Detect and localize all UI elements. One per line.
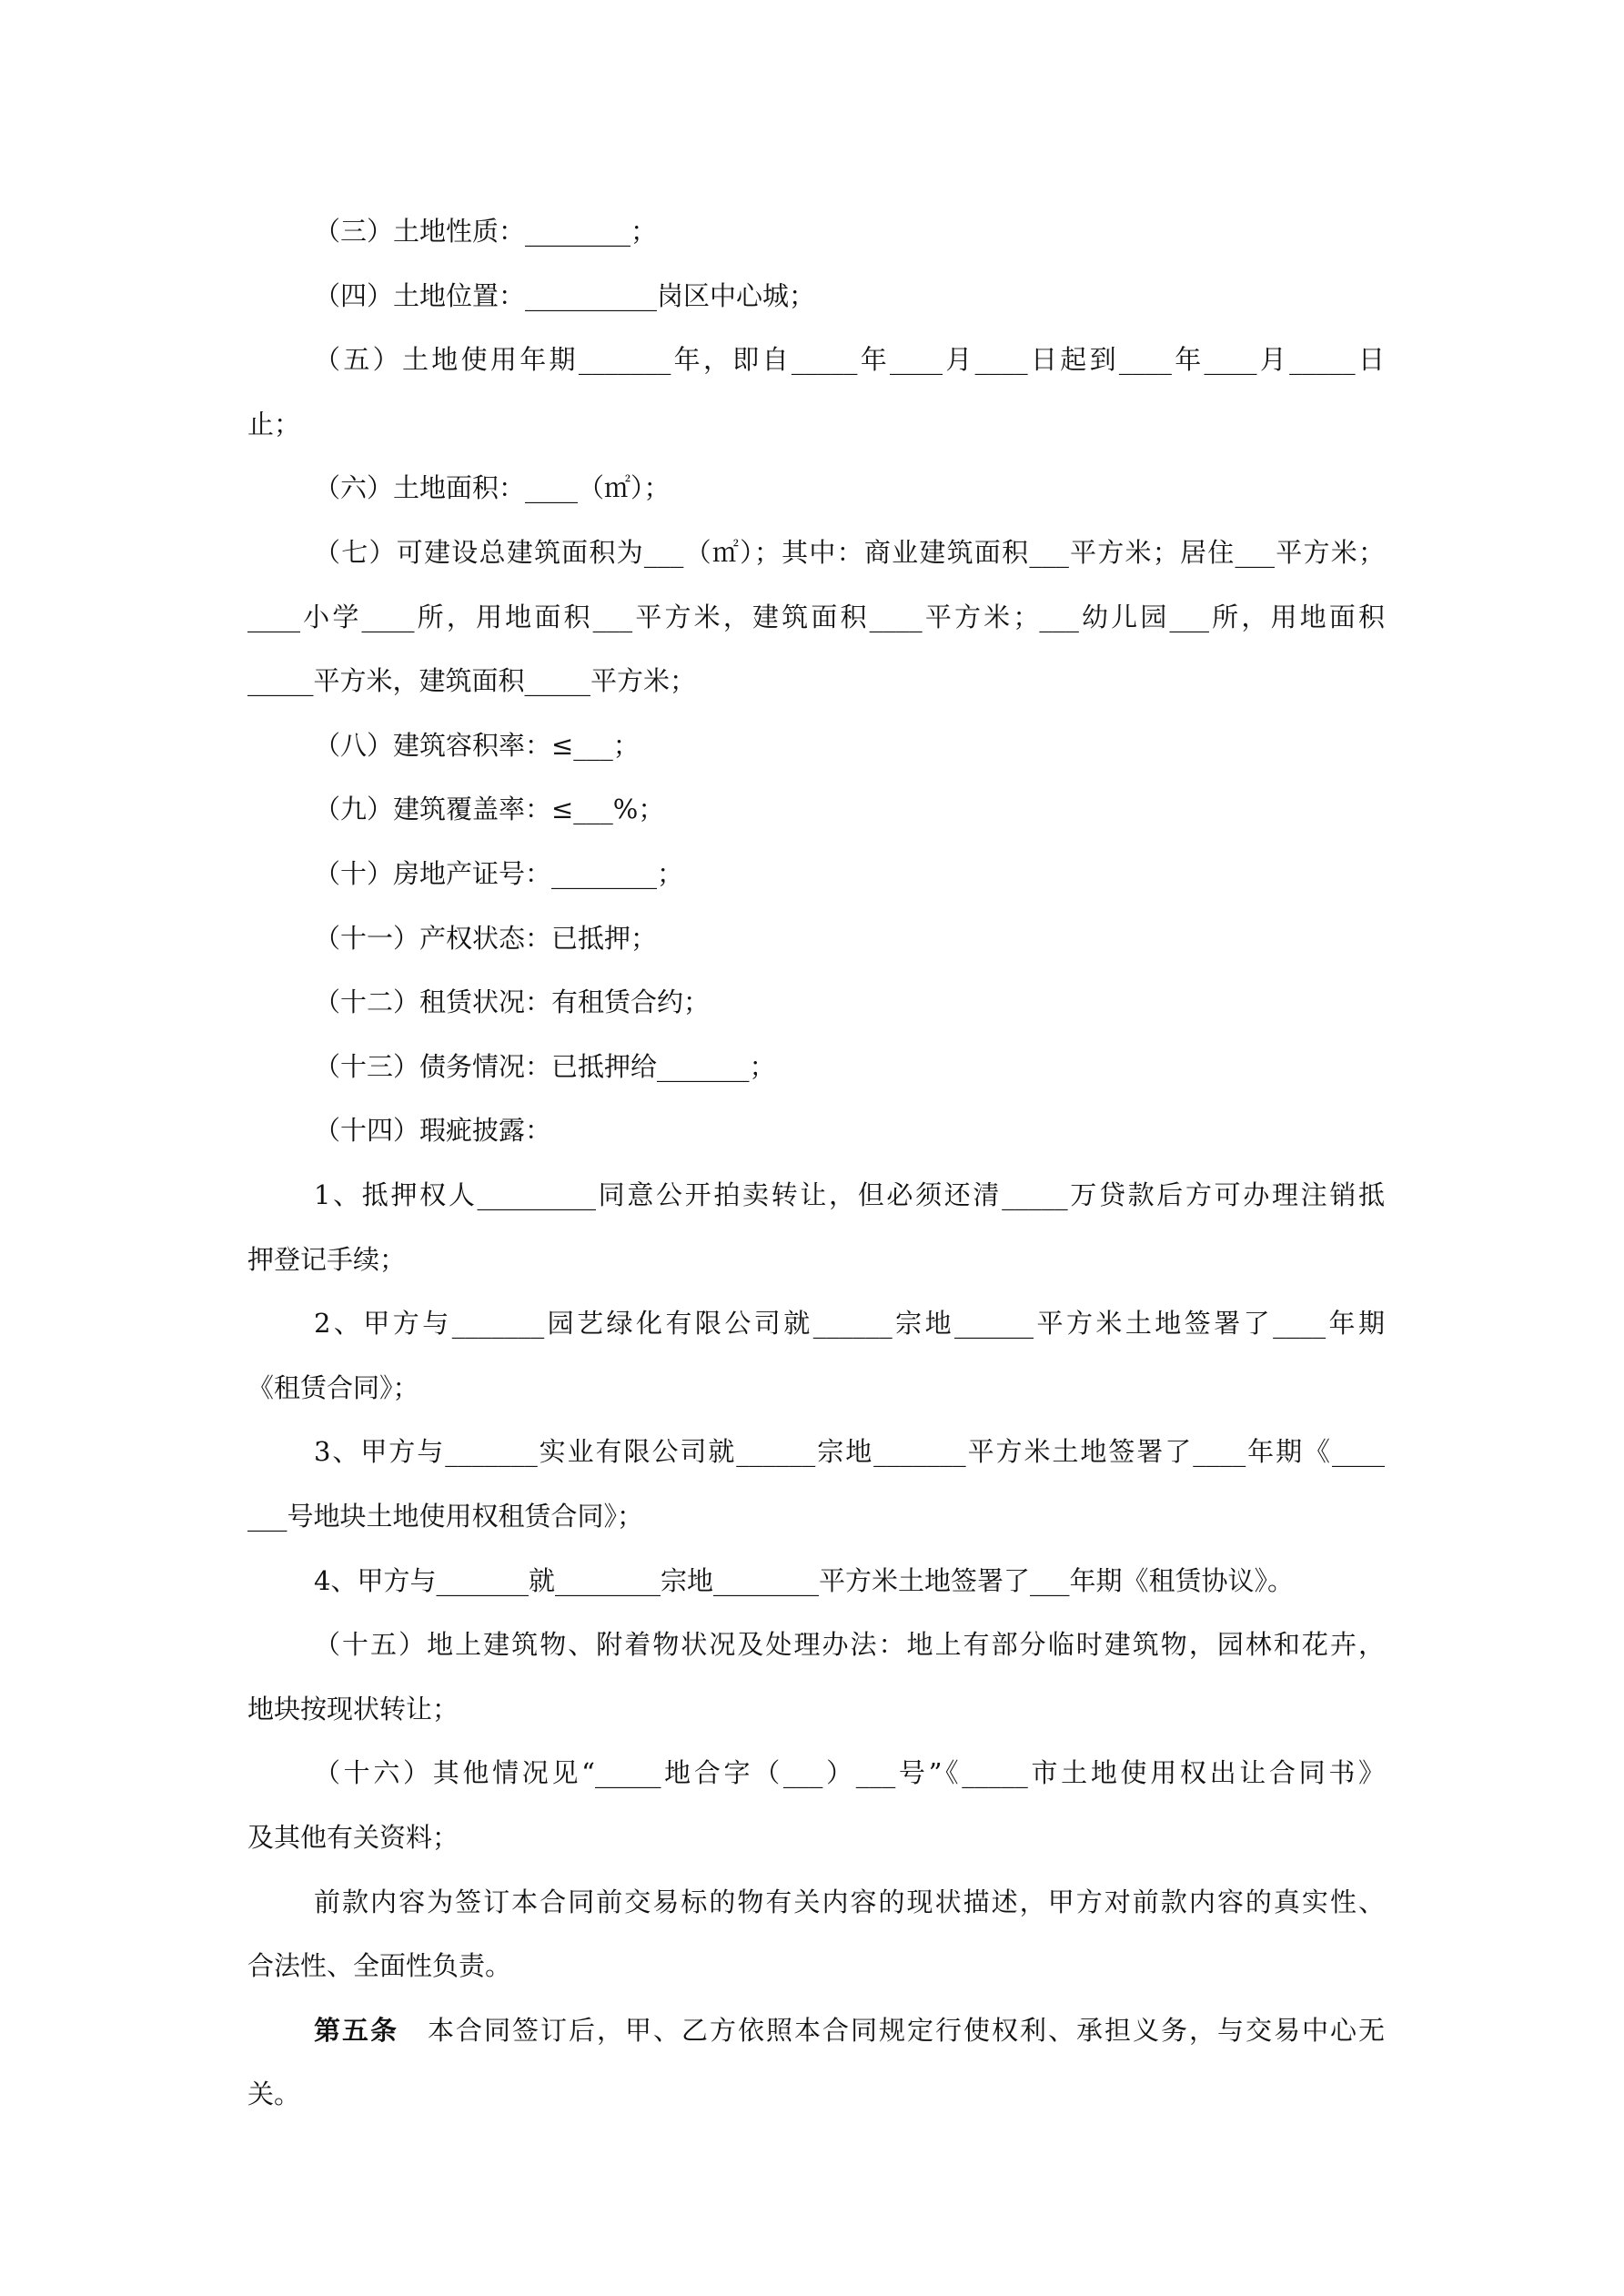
document-line (314, 842, 1385, 906)
line-text: （七）可建设总建筑面积为___（㎡）；其中：商业建筑面积___平方米；居住___平方米； (314, 537, 1385, 568)
document-line (314, 199, 1385, 264)
document-line (314, 521, 1385, 585)
line-text: （三）土地性质：________； (314, 216, 658, 247)
line-text: 押登记手续； (247, 1243, 407, 1275)
document-line (314, 1098, 1385, 1163)
line-text: 2、甲方与_______园艺绿化有限公司就______宗地______平方米土地签署了____年期 (314, 1308, 1385, 1340)
line-text: （九）建筑覆盖率：≤___%； (314, 794, 665, 825)
article-heading: 第五条 (314, 2014, 398, 2046)
document-line (247, 1677, 1385, 1742)
line-text: 止； (247, 408, 301, 440)
document-line (247, 392, 1385, 457)
line-text: （十一）产权状态：已抵押； (314, 922, 658, 954)
line-text: （十）房地产证号：________； (314, 858, 684, 889)
line-text: （十五）地上建筑物、附着物状况及处理办法：地上有部分临时建筑物，园林和花卉， (314, 1629, 1385, 1661)
line-text: 合法性、全面性负责。 (247, 1950, 512, 1982)
document-line (314, 1613, 1385, 1677)
document-line (247, 649, 1385, 713)
line-text: 本合同签订后，甲、乙方依照本合同规定行使权利、承担义务，与交易中心无 (426, 2014, 1385, 2046)
document-line (314, 1420, 1385, 1484)
line-text: 及其他有关资料； (247, 1822, 459, 1853)
document-line (314, 1549, 1385, 1613)
document-line (247, 1805, 1385, 1870)
line-text: 1、抵押权人_________同意公开拍卖转让，但必须还清_____万贷款后方可办理注销抵 (314, 1179, 1385, 1210)
document-line (314, 777, 1385, 842)
line-text: ____小学____所，用地面积___平方米，建筑面积____平方米；___幼儿园___所，用地面积 (247, 601, 1385, 632)
document-line (314, 906, 1385, 971)
document-line (314, 1291, 1385, 1356)
line-text: （五）土地使用年期_______年，即自_____年____月____日起到____年____月_____日 (314, 344, 1385, 376)
line-text: （六）土地面积：____（㎡）； (314, 472, 671, 504)
line-text: （八）建筑容积率：≤___； (314, 729, 640, 761)
document-line (314, 1998, 1385, 2063)
document-line (314, 713, 1385, 778)
line-text: （十三）债务情况：已抵押给_______； (314, 1050, 776, 1082)
document-line (314, 456, 1385, 521)
line-text: ___号地块土地使用权租赁合同》； (247, 1501, 644, 1532)
document-line (314, 328, 1385, 392)
document-line (314, 1870, 1385, 1935)
document-line (314, 1741, 1385, 1805)
line-text: （十二）租赁状况：有租赁合约； (314, 986, 711, 1018)
document-line (314, 970, 1385, 1035)
line-text: 4、甲方与_______就________宗地________平方米土地签署了___年期《租赁协议》。 (314, 1564, 1294, 1596)
line-text: 前款内容为签订本合同前交易标的物有关内容的现状描述，甲方对前款内容的真实性、 (314, 1886, 1385, 1917)
document-line (314, 1163, 1385, 1228)
document-line (247, 1228, 1385, 1292)
document-line (247, 1934, 1385, 1998)
line-text: （十六）其他情况见“_____地合字（___）___号”《_____市土地使用权出让合同书》 (314, 1757, 1385, 1789)
document-line (247, 1356, 1385, 1421)
line-text: 3、甲方与_______实业有限公司就______宗地_______平方米土地签署了____年期《____ (314, 1436, 1385, 1468)
document-line (314, 264, 1385, 329)
document-line (247, 1484, 1385, 1549)
document-line (247, 2062, 1385, 2127)
line-text: （十四）瑕疵披露： (314, 1115, 552, 1147)
document-line (314, 1035, 1385, 1099)
document-line (247, 585, 1385, 650)
line-text: _____平方米，建筑面积_____平方米； (247, 665, 697, 697)
line-text: 关。 (247, 2079, 301, 2110)
line-text: （四）土地位置：__________岗区中心城； (314, 279, 816, 311)
line-text: 《租赁合同》； (247, 1371, 419, 1403)
line-text: 地块按现状转让； (247, 1693, 459, 1725)
